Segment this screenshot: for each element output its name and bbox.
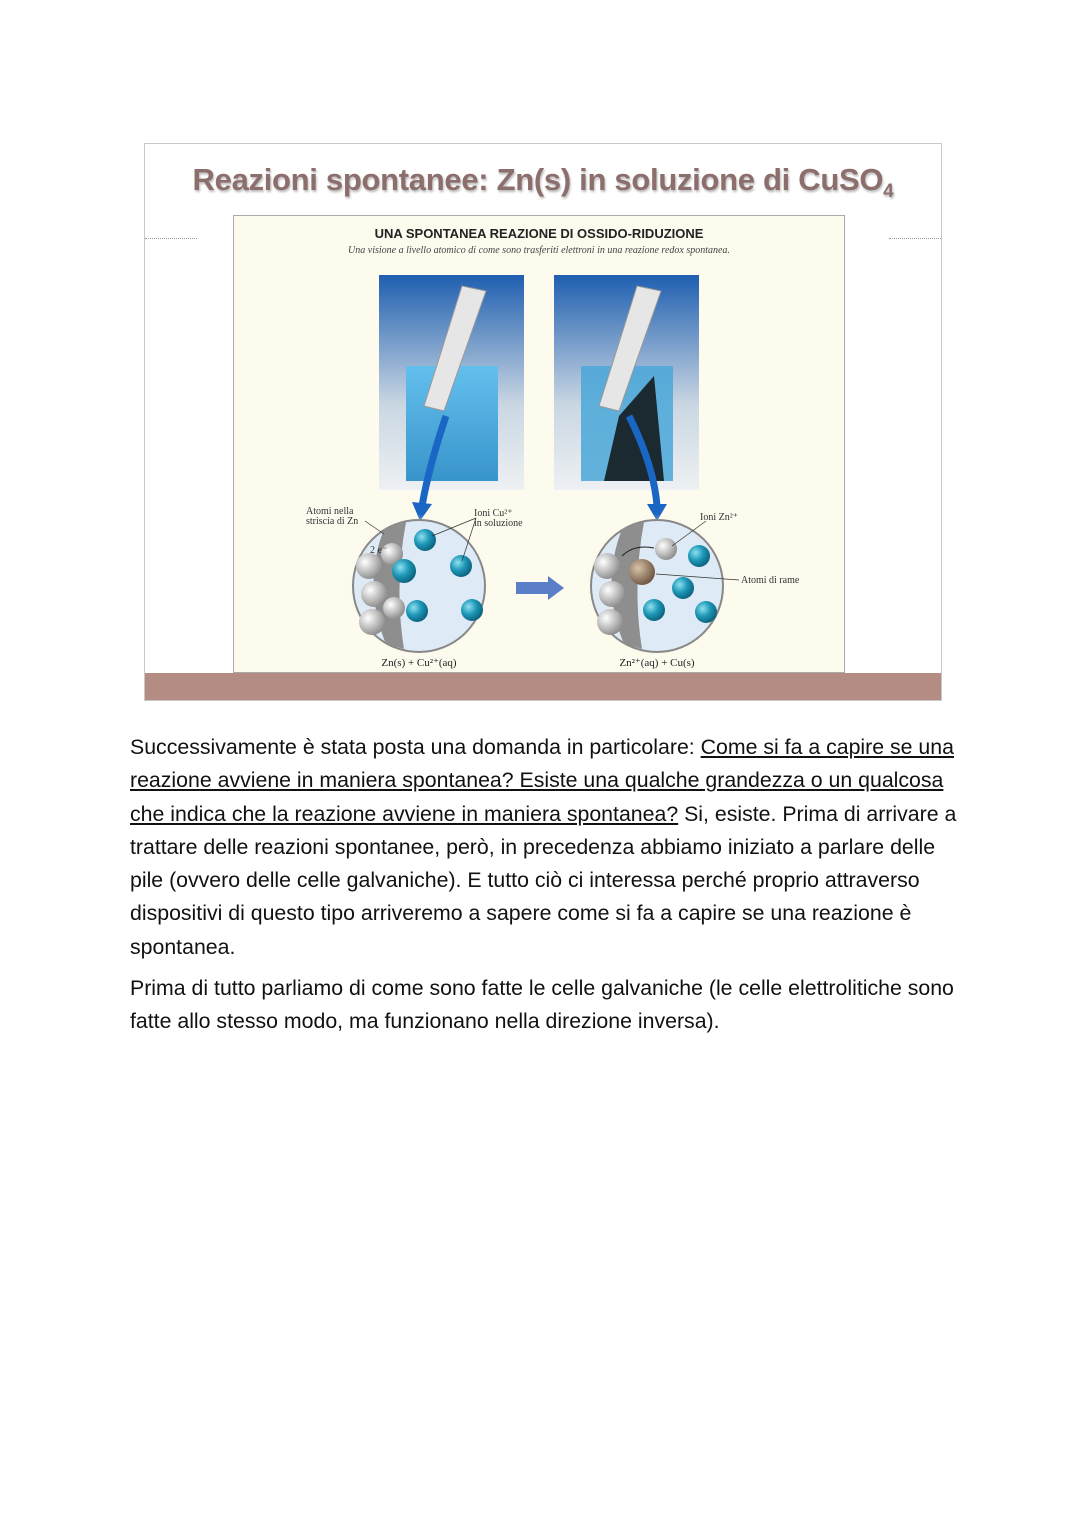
label-cu-ions: Ioni Cu²⁺: [474, 508, 513, 519]
equation-products: Zn²⁺(aq) + Cu(s): [619, 657, 695, 669]
slide-title: [145, 162, 941, 203]
text-run: Successivamente è stata posta una domanda in particolare:: [130, 735, 701, 759]
label-cu-atoms: Atomi di rame: [741, 575, 800, 586]
label-zn-atoms: striscia di Zn: [306, 516, 359, 527]
label-zn-ions: Ioni Zn²⁺: [700, 512, 738, 523]
slide-image: [144, 143, 942, 701]
slide-title-text: Reazioni spontanee: Zn(s) in soluzione di CuSO: [192, 162, 884, 197]
body-text: [130, 731, 960, 1047]
figure-subheading: Una visione a livello atomico di come sono trasferiti elettroni in una reazione redox spontanea.: [348, 245, 730, 256]
slide-title-subscript: 4: [883, 181, 894, 203]
atomic-view-before: [347, 514, 491, 658]
redox-illustration: [234, 216, 846, 674]
paragraph: [130, 731, 960, 964]
beaker-photo-before: [379, 275, 524, 490]
divider: [889, 238, 941, 239]
reaction-arrow-icon: [516, 576, 564, 600]
label-electrons: 2 e⁻: [370, 545, 388, 556]
redox-figure: [233, 215, 845, 673]
divider: [145, 238, 197, 239]
beaker-photo-after: [554, 275, 699, 490]
label-zn-atoms: Atomi nella: [306, 506, 354, 517]
label-cu-ions: in soluzione: [474, 518, 523, 529]
atomic-view-after: [585, 514, 729, 658]
equation-reactants: Zn(s) + Cu²⁺(aq): [381, 657, 457, 669]
paragraph: Prima di tutto parliamo di come sono fatte le celle galvaniche (le celle elettrolitiche sono fatte allo stesso modo, ma funzionano nella direzione inversa).: [130, 976, 954, 1034]
figure-heading: UNA SPONTANEA REAZIONE DI OSSIDO-RIDUZIONE: [374, 226, 704, 241]
slide-footer-bar: [145, 673, 941, 700]
underlined-question: Come si fa a capire se una reazione avviene in maniera spontanea? Esiste una qualche grandezza o un qualcosa che indica che la reazione avviene in maniera spontanea?: [130, 735, 954, 826]
text-run: Si, esiste. Prima di arrivare a trattare delle reazioni spontanee, però, in precedenza abbiamo iniziato a parlare delle pile (ovvero delle celle galvaniche). E tutto ciò ci interessa perché proprio attraverso dispositivi di questo tipo arriveremo a sapere come si fa a capire se una reazione è spontanea.: [130, 801, 957, 959]
